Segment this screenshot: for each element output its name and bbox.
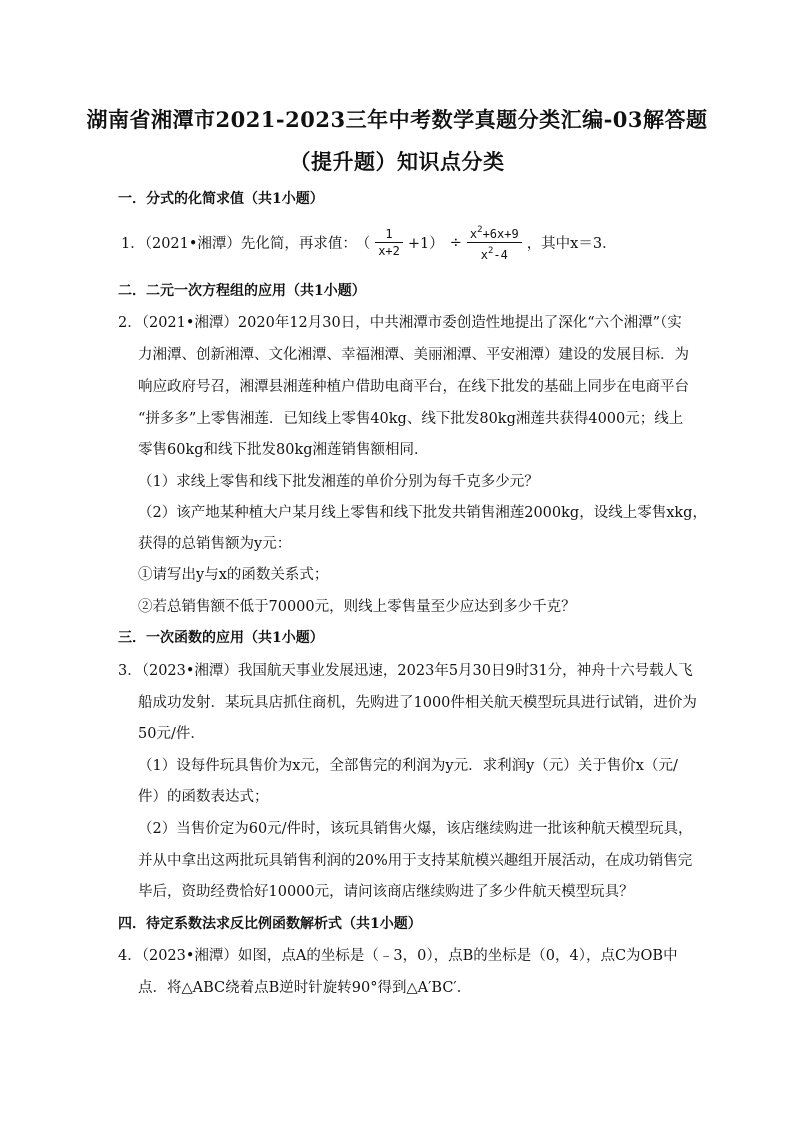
section-heading-1: 一．分式的化简求值（共1小题） [118, 191, 324, 207]
q1-frac2-den-x: x [480, 248, 488, 262]
q1-frac2-num-exponent: 2 [477, 225, 483, 235]
section-heading-2: 二．二元一次方程组的应用（共1小题） [118, 283, 366, 299]
q1-frac2-denominator [467, 243, 522, 263]
q1-fraction-1 [375, 226, 403, 259]
q3-part-2: （2）当售价定为60元/件时，该玩具销售火爆，该店继续购进一批该种航天模型玩具， [138, 821, 693, 837]
q2-subpart-1: ①请写出y与x的函数关系式； [138, 567, 329, 583]
q2-line: 响应政府号召，湘潭县湘莲种植户借助电商平台，在线下批发的基础上同步在电商平台 [138, 379, 689, 395]
q2-line: 零售60kg和线下批发80kg湘莲销售额相同． [138, 442, 429, 458]
q2-line: “拼多多”上零售湘莲．已知线上零售40kg、线下批发80kg湘莲共获得4000元；线上 [138, 411, 684, 427]
q3-line: 船成功发射．某玩具店抓住商机，先购进了1000件相关航天模型玩具进行试销，进价为 [138, 695, 697, 711]
q2-subpart-2: ②若总销售额不低于70000元，则线上零售量至少应达到多少千克？ [138, 599, 576, 615]
q1-divide-sign: ÷ [449, 234, 462, 251]
q3-line: 50元/件． [138, 726, 205, 742]
document-title-line-2: （提升题）知识点分类 [289, 149, 505, 174]
q3-line: 件）的函数表达式； [138, 789, 269, 805]
section-heading-4: 四．待定系数法求反比例函数解析式（共1小题） [118, 916, 422, 932]
q1-frac2-num-rest: +6x+9 [482, 227, 519, 241]
q2-line: 力湘潭、创新湘潭、文化湘潭、幸福湘潭、美丽湘潭、平安湘潭）建设的发展目标．为 [138, 347, 689, 363]
document-title-line-1: 湖南省湘潭市2021-2023三年中考数学真题分类汇编-03解答题 [86, 107, 708, 132]
q1-frac2-numerator [467, 222, 522, 243]
q4-line: 4．（2023•湘潭）如图，点A的坐标是（﹣3，0），点B的坐标是（0，4），点C为OB中 [118, 948, 678, 964]
q1-tail: ，其中x＝3． [526, 236, 617, 252]
q3-line: 并从中拿出这两批玩具销售利润的20%用于支持某航模兴趣组开展活动，在成功销售完 [138, 853, 693, 869]
question-1 [118, 222, 620, 263]
q1-frac2-den-rest: -4 [493, 248, 508, 262]
q1-paren-open: （ [362, 236, 371, 252]
q4-line: 点．将△ABC绕着点B逆时针旋转90°得到△A′BC′． [138, 980, 472, 996]
q1-frac2-num-x: x [469, 227, 478, 241]
q1-frac1-denominator: x+2 [378, 244, 400, 258]
q1-plus-one: +1） [407, 236, 444, 252]
q2-part-1: （1）求线上零售和线下批发湘莲的单价分别为每千克多少元？ [138, 474, 539, 490]
q1-fraction-2 [467, 222, 522, 263]
q1-frac2-den-exponent: 2 [487, 246, 494, 256]
q2-line: 获得的总销售额为y元： [138, 536, 292, 552]
q2-line: 2．（2021•湘潭）2020年12月30日，中共湘潭市委创造性地提出了深化“六个湘潭”（实 [118, 315, 682, 331]
q1-lead: 1．（2021•湘潭）先化简，再求值： [121, 236, 357, 252]
q1-frac1-numerator: 1 [375, 226, 403, 243]
q3-line: 毕后，资助经费恰好10000元，请问该商店继续购进了多少件航天模型玩具？ [138, 884, 634, 900]
section-heading-3: 三．一次函数的应用（共1小题） [118, 630, 324, 646]
q3-part-1: （1）设每件玩具售价为x元，全部售完的利润为y元．求利润y（元）关于售价x（元/ [138, 758, 678, 774]
q2-part-2: （2）该产地某种植大户某月线上零售和线下批发共销售湘莲2000kg，设线上零售xkg， [138, 505, 707, 521]
q3-line: 3．（2023•湘潭）我国航天事业发展迅速，2023年5月30日9时31分，神舟十六号载人飞 [118, 663, 693, 679]
